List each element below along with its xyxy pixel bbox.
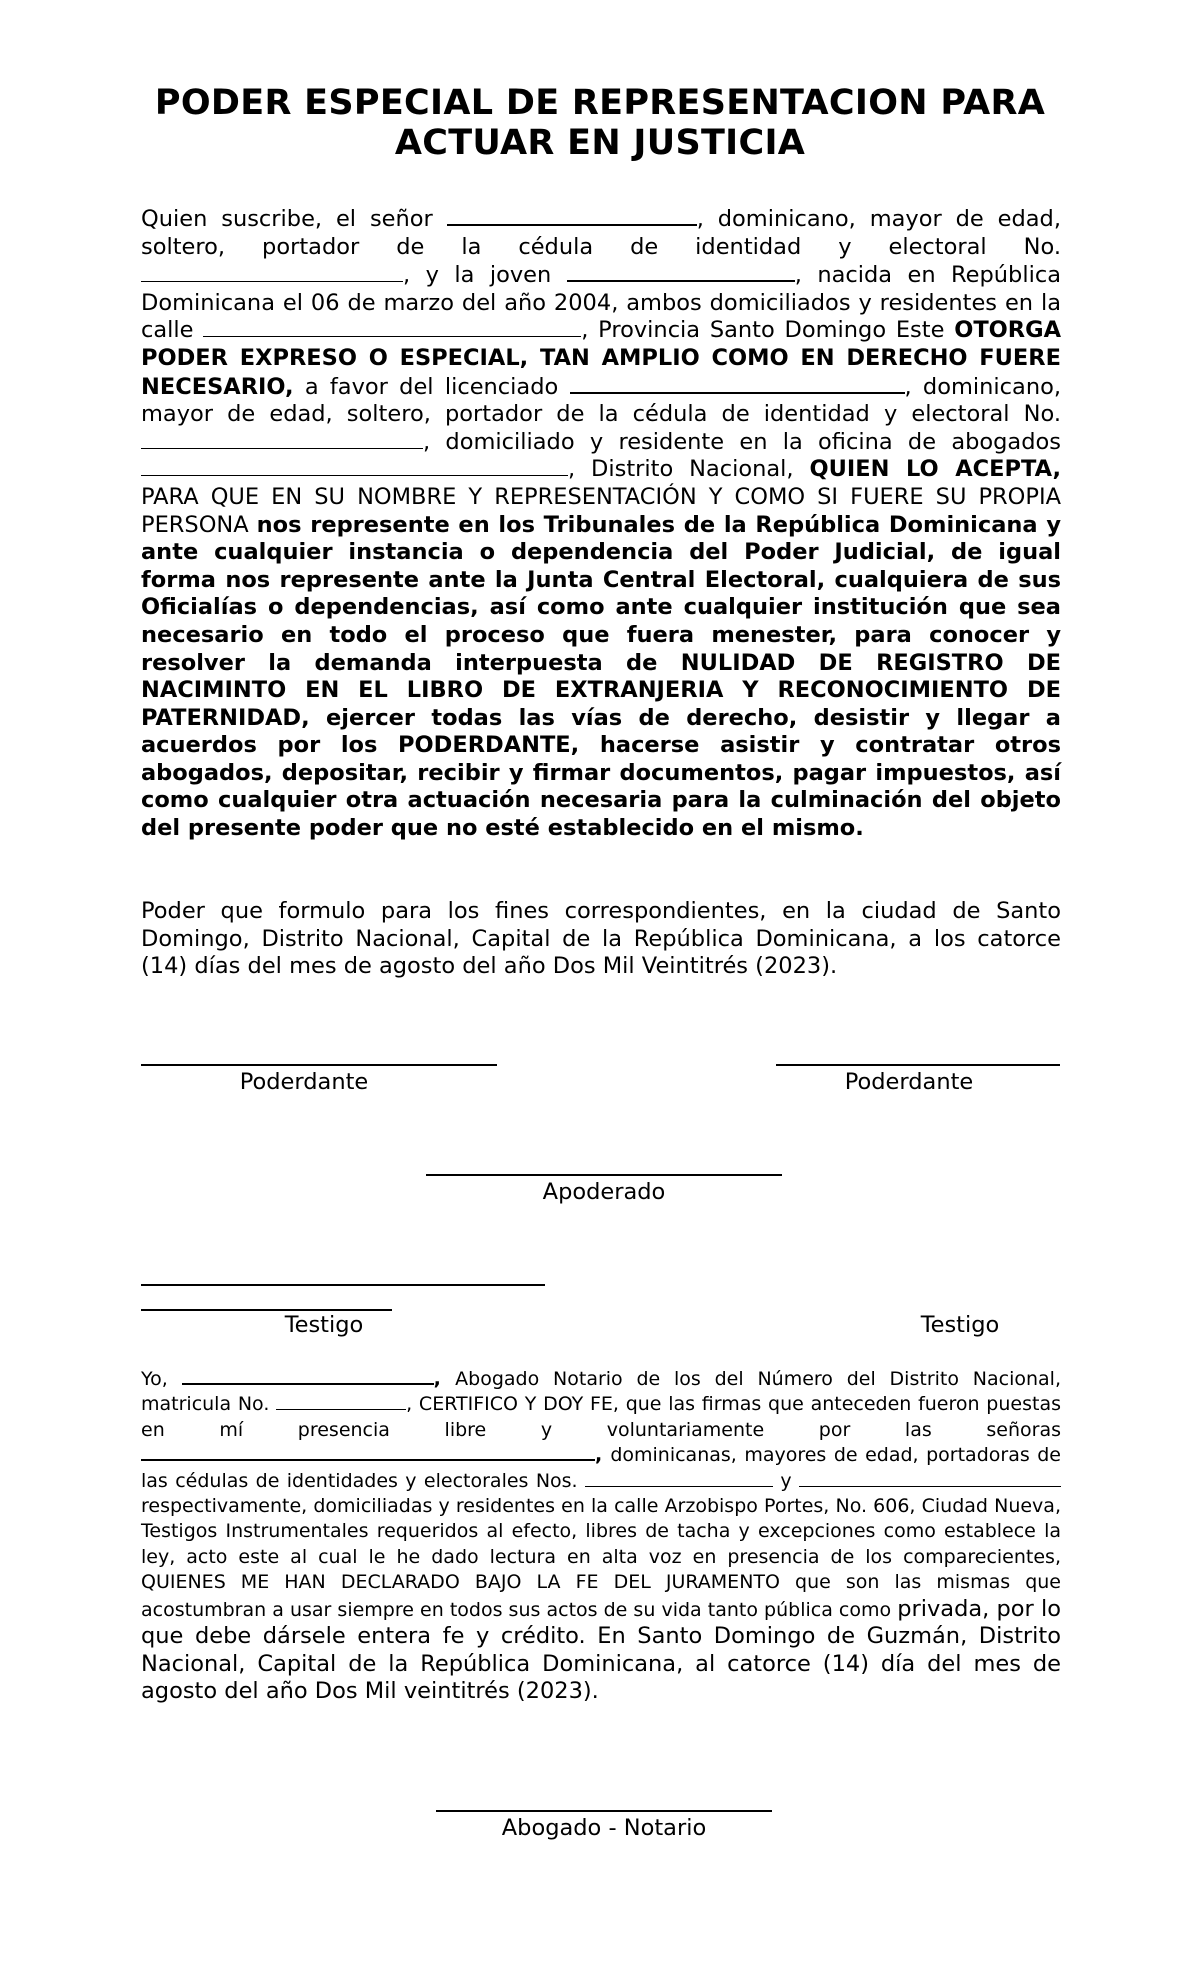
title-line-2: ACTUAR EN JUSTICIA — [394, 123, 806, 163]
signature-line-poderdante-right — [776, 1064, 1060, 1066]
blank-oficina — [141, 456, 568, 476]
text-dominicano: , dominicano, mayor de edad, soltero, portador de la cédula de identidad y electoral No. — [141, 206, 1061, 260]
signature-line-testigo-2 — [141, 1309, 392, 1311]
label-testigo-right: Testigo — [920, 1312, 1000, 1338]
signature-line-apoderado — [426, 1174, 782, 1176]
otorga-poder-text: OTORGA PODER EXPRESO O ESPECIAL, TAN AMPLIO COMO EN DERECHO FUERE NECESARIO, — [141, 317, 1062, 400]
blank-cedula-1 — [585, 1470, 773, 1487]
fecha-paragraph: Poder que formulo para los fines correspondientes, en la ciudad de Santo Domingo, Distrito Nacional, Capital de la República Dominicana, a los catorce (14) días del mes de agosto del año Dos Mil Veintitrés (2023). — [141, 898, 1061, 980]
signature-line-notario — [436, 1810, 772, 1812]
signature-line-testigo-1 — [141, 1284, 545, 1286]
blank-licenciado-cedula — [141, 429, 423, 449]
quien-lo-acepta-text: QUIEN LO ACEPTA, — [809, 456, 1061, 483]
blank-licenciado-name — [570, 373, 905, 394]
notary-paragraph: Yo, , Abogado Notario de los del Número del Distrito Nacional, matricula No. , CERTIFICO Y DOY FE, que las firmas que anteceden fueron puestas en mí presencia libre y voluntariamente por las señoras , dominicanas, mayores de edad, portadoras de las cédulas de identidades y electorales Nos. y respectivamente, domiciliadas y residentes en la calle Arzobispo Portes, No. 606, Ciudad Nueva, Testigos Instrumentales requeridos al efecto, libres de tacha y excepciones como establece la ley, acto este al cual le he dado lectura en alta voz en presencia de los comparecientes, QUIENES ME HAN DECLARADO BAJO LA FE DEL JURAMENTO que son las mismas que acostumbran a usar siempre en todos sus actos de su vida tanto pública como privada, por lo que debe dársele entera fe y crédito. En Santo Domingo de Guzmán, Distrito Nacional, Capital de la República Dominicana, al catorce (14) día del mes de agosto del año Dos Mil veintitrés (2023). — [141, 1368, 1062, 1705]
mandate-text: nos represente en los Tribunales de la República Dominicana y ante cualquier instancia o dependencia del Poder Judicial, de igual forma nos represente ante la Junta Central Electoral, cualquiera de sus Oficialías o dependencias, así como ante cualquier institución que sea necesario en todo el proceso que fuera menester, para conocer y resolver la demanda interpuesta de NULIDAD DE REGISTRO DE NACIMINTO EN EL LIBRO DE EXTRANJERIA Y RECONOCIMIENTO DE PATERNIDAD, ejercer todas las vías de derecho, desistir y llegar a acuerdos por los PODERDANTE, hacerse asistir y contratar otros abogados, depositar, recibir y firmar documentos, pagar impuestos, así como cualquier otra actuación necesaria para la culminación del objeto del presente poder que no esté establecido en el mismo. — [141, 511, 1061, 842]
blank-calle — [203, 317, 581, 337]
blank-matricula — [276, 1393, 406, 1410]
blank-cedula-no — [141, 262, 403, 282]
blank-cedula-2 — [799, 1470, 1061, 1487]
label-poderdante-right: Poderdante — [844, 1069, 974, 1095]
label-testigo-left: Testigo — [284, 1312, 364, 1338]
label-poderdante-left: Poderdante — [239, 1069, 369, 1095]
blank-senor-name — [447, 205, 697, 226]
blank-senoras-names — [141, 1443, 595, 1461]
notary-closing-text: privada, por lo que debe dársele entera fe y crédito. En Santo Domingo de Guzmán, Distrito Nacional, Capital de la República Dominicana, al catorce (14) día del mes de agosto del año Dos Mil veintitrés (2023). — [141, 1595, 1062, 1705]
document-title — [120, 83, 1080, 163]
signature-line-poderdante-left — [141, 1064, 497, 1066]
blank-joven-name — [567, 261, 795, 282]
label-apoderado: Apoderado — [542, 1179, 666, 1205]
blank-notario-name — [182, 1367, 434, 1385]
label-notario: Abogado - Notario — [501, 1815, 707, 1841]
title-line-1: PODER ESPECIAL DE REPRESENTACION PARA — [154, 83, 1046, 123]
poder-paragraph: Quien suscribe, el señor , dominicano, mayor de edad, soltero, portador de la cédula de identidad y electoral No. , y la joven , nacida en República Dominicana el 06 de marzo del año 2004, ambos domiciliados y residentes en la calle , Provincia Santo Domingo Este OTORGA PODER EXPRESO O ESPECIAL, TAN AMPLIO COMO EN DERECHO FUERE NECESARIO, a favor del licenciado , dominicano, mayor de edad, soltero, portador de la cédula de identidad y electoral No. , domiciliado y residente en la oficina de abogados , Distrito Nacional, QUIEN LO ACEPTA, PARA QUE EN SU NOMBRE Y REPRESENTACIÓN Y COMO SI FUERE SU PROPIA PERSONA nos represente en los Tribunales de la República Dominicana y ante cualquier instancia o dependencia del Poder Judicial, de igual forma nos represente ante la Junta Central Electoral, cualquiera de sus Oficialías o dependencias, así como ante cualquier institución que sea necesario en todo el proceso que fuera menester, para conocer y resolver la demanda interpuesta de NULIDAD DE REGISTRO DE NACIMINTO EN EL LIBRO DE EXTRANJERIA Y RECONOCIMIENTO DE PATERNIDAD, ejercer todas las vías de derecho, desistir y llegar a acuerdos por los PODERDANTE, hacerse asistir y contratar otros abogados, depositar, recibir y firmar documentos, pagar impuestos, así como cualquier otra actuación necesaria para la culminación del objeto del presente poder que no esté establecido en el mismo. — [141, 206, 1062, 842]
